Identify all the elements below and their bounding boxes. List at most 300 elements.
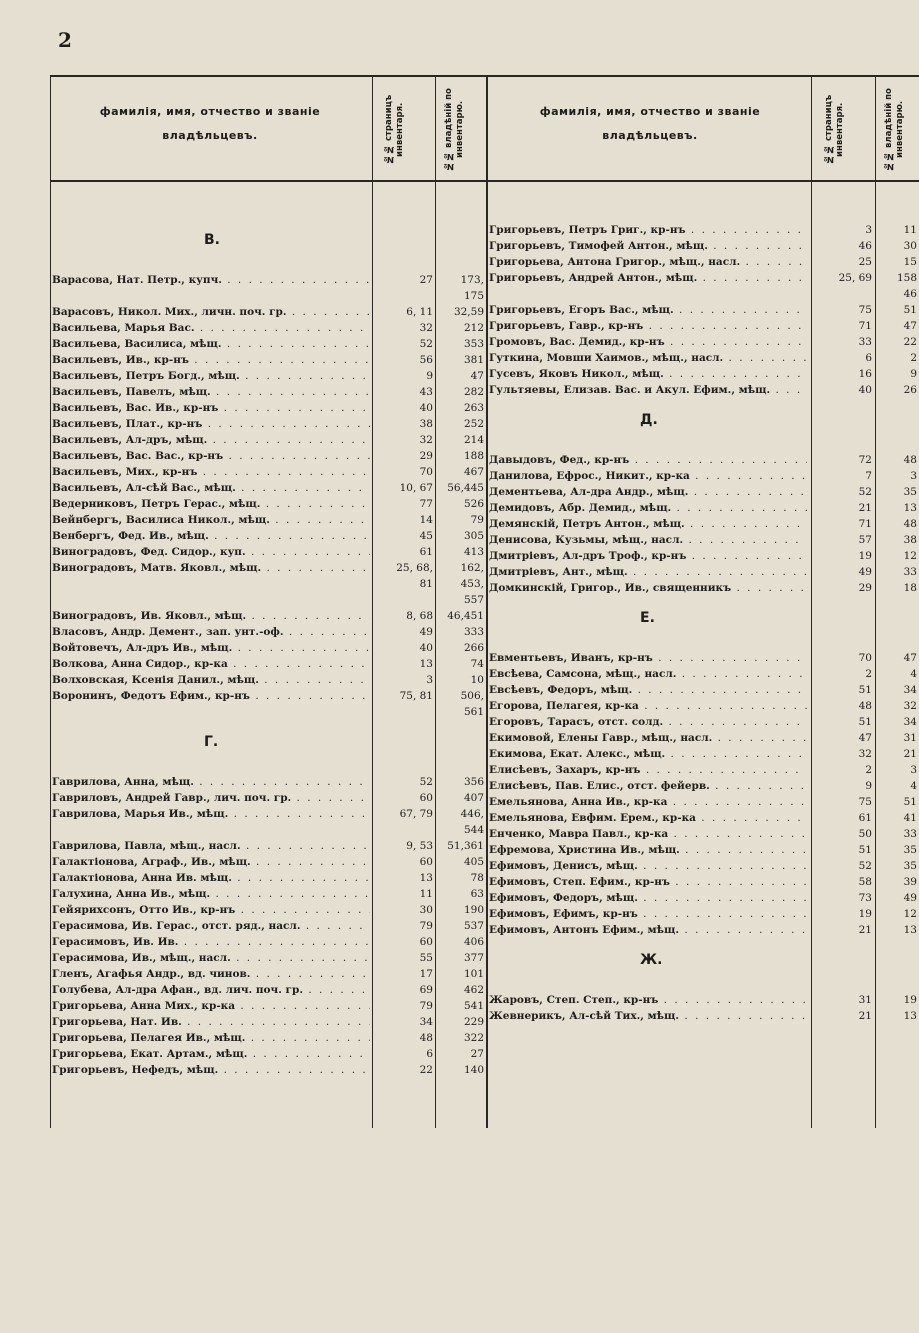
table-row: [489, 468, 917, 484]
owner-name: Войтовечъ, Ал-дръ Ив., мѣщ. . . .: [52, 640, 370, 656]
owner-name: Данилова, Ефрос., Никит., кр-ка . . .: [489, 468, 807, 484]
table-row: [489, 366, 917, 382]
table-row: [52, 640, 484, 656]
inventory-page: 49: [419, 626, 433, 638]
inventory-page: 56: [419, 354, 433, 366]
inventory-page: 32: [858, 748, 872, 760]
owner-name: Гуткина, Мовши Хаимов., мѣщ., насл. . . .: [489, 350, 807, 366]
inventory-page: 70: [858, 652, 872, 664]
inventory-page: 61: [858, 812, 872, 824]
table-row: [52, 336, 484, 352]
holding-number: 31: [903, 732, 917, 744]
table-row: [52, 838, 484, 854]
holding-number: 506,: [460, 690, 484, 702]
owner-name: Григорьева, Анна Мих., кр-ка . . .: [52, 998, 370, 1014]
holding-number: 74: [470, 658, 484, 670]
table-row: [52, 304, 484, 320]
holding-number: 38: [903, 534, 917, 546]
owner-name: Васильевъ, Вас. Ив., кр-нъ . . .: [52, 400, 370, 416]
table-row: [489, 270, 917, 286]
owner-name: Васильевъ, Мих., кр-нъ . . .: [52, 464, 370, 480]
inventory-page: 19: [858, 550, 872, 562]
holding-number: 4: [910, 780, 917, 792]
holding-number: 13: [903, 1010, 917, 1022]
owner-name: Григорьевъ, Петръ Григ., кр-нъ . . .: [489, 222, 807, 238]
holding-number: 47: [470, 370, 484, 382]
inventory-page: 61: [419, 546, 433, 558]
table-row: [489, 778, 917, 794]
holding-number: 173,: [460, 274, 484, 286]
owner-name: Венбергъ, Фед. Ив., мѣщ. . . .: [52, 528, 370, 544]
holding-number: 13: [903, 924, 917, 936]
inventory-page: 33: [858, 336, 872, 348]
table-row: [52, 528, 484, 544]
inventory-page: 46: [858, 240, 872, 252]
owner-name: Ефремова, Христина Ив., мѣщ. . . .: [489, 842, 807, 858]
owner-name: Власовъ, Андр. Демент., зап. унт.-оф. . . .: [52, 624, 370, 640]
owner-name: Гаврилова, Марья Ив., мѣщ. . . .: [52, 806, 370, 822]
owner-name: Григорьевъ, Нефедъ, мѣщ. . . .: [52, 1062, 370, 1078]
table-row: [489, 746, 917, 762]
inventory-page: 16: [858, 368, 872, 380]
holding-number: 462: [463, 984, 484, 996]
owner-name: Евсѣева, Самсона, мѣщ., насл. . . .: [489, 666, 807, 682]
holding-number: 377: [463, 952, 484, 964]
table-row: [489, 350, 917, 366]
inventory-page: 21: [858, 502, 872, 514]
table-row: [52, 918, 484, 934]
owner-name: Ефимовъ, Антонъ Ефим., мѣщ. . . .: [489, 922, 807, 938]
holding-number: 30: [903, 240, 917, 252]
owner-name: Григорьевъ, Егоръ Вас., мѣщ. . . .: [489, 302, 807, 318]
table-row: [52, 886, 484, 902]
owner-name: Ефимовъ, Ефимъ, кр-нъ . . .: [489, 906, 807, 922]
inventory-page: 55: [419, 952, 433, 964]
table-row: [489, 238, 917, 254]
owner-name: Емельянова, Анна Ив., кр-ка . . .: [489, 794, 807, 810]
owner-name: Волкова, Анна Сидор., кр-ка . . .: [52, 656, 370, 672]
table-row: [489, 382, 917, 398]
inventory-page: 9: [865, 780, 872, 792]
owner-name: Герасимова, Ив. Герас., отст. ряд., насл. . . .: [52, 918, 370, 934]
inventory-page: 11: [419, 888, 433, 900]
owner-name: Гленъ, Агафья Андр., вд. чинов. . . .: [52, 966, 370, 982]
owner-name: Васильевъ, Ал-дръ, мѣщ. . . .: [52, 432, 370, 448]
table-row: [52, 464, 484, 480]
inventory-page: 21: [858, 924, 872, 936]
table-row: [52, 774, 484, 790]
holding-number: 406: [463, 936, 484, 948]
section-letter: В.: [204, 232, 220, 248]
header-name-col-right: фамилія, имя, отчество и званіе владѣльцевъ.: [539, 105, 761, 142]
owner-name: Васильевъ, Ив., кр-нъ . . .: [52, 352, 370, 368]
owner-name: Ефимовъ, Денисъ, мѣщ. . . .: [489, 858, 807, 874]
owner-name: Варасова, Нат. Петр., купч. . . .: [52, 272, 370, 288]
inventory-page: 60: [419, 856, 433, 868]
owner-name: Ведерниковъ, Петръ Герас., мѣщ. . . .: [52, 496, 370, 512]
holding-number: 212: [463, 322, 484, 334]
owner-name: Дмитріевъ, Ал-дръ Троф., кр-нъ . . .: [489, 548, 807, 564]
owner-name: Васильевъ, Петръ Богд., мѣщ. . . .: [52, 368, 370, 384]
header-pages-col-left: №№ страницъ инвентаря.: [384, 94, 405, 165]
owner-name: Герасимовъ, Ив. Ив. . . .: [52, 934, 370, 950]
table-row: [52, 624, 484, 640]
header-pages-col-right: №№ страницъ инвентаря.: [824, 94, 845, 165]
owner-name: Васильева, Марья Вас. . . .: [52, 320, 370, 336]
holding-number-cont: 544: [463, 824, 484, 836]
holding-number: 13: [903, 502, 917, 514]
owner-name: Виноградовъ, Ив. Яковл., мѣщ. . . .: [52, 608, 370, 624]
holding-number-cont: 561: [463, 706, 484, 718]
holding-number: 21: [903, 748, 917, 760]
inventory-page: 40: [419, 402, 433, 414]
owner-name: Васильевъ, Ал-сѣй Вас., мѣщ. . . .: [52, 480, 370, 496]
column-rule: [50, 75, 51, 1128]
inventory-page: 69: [419, 984, 433, 996]
inventory-page: 17: [419, 968, 433, 980]
table-row: [489, 730, 917, 746]
holding-number: 15: [903, 256, 917, 268]
holding-number: 26: [903, 384, 917, 396]
table-row: [489, 532, 917, 548]
inventory-page: 8, 68: [406, 610, 433, 622]
holding-number: 526: [463, 498, 484, 510]
table-row: [489, 564, 917, 580]
owner-name: Екимовой, Елены Гавр., мѣщ., насл. . . .: [489, 730, 807, 746]
owner-name: Григорьева, Антона Григор., мѣщ., насл. . . .: [489, 254, 807, 270]
holding-number-cont: 175: [463, 290, 484, 302]
table-row: [52, 368, 484, 384]
holding-number: 305: [463, 530, 484, 542]
holding-number-cont: 453,: [460, 578, 484, 590]
table-row: [52, 1046, 484, 1062]
table-row: [489, 826, 917, 842]
table-header-rule: [50, 180, 919, 182]
table-row: [52, 560, 484, 576]
table-row: [52, 496, 484, 512]
holding-number: 413: [463, 546, 484, 558]
table-row: [52, 950, 484, 966]
table-row: [489, 890, 917, 906]
holding-number: 32: [903, 700, 917, 712]
section-letter: Д.: [640, 412, 658, 428]
holding-number: 252: [463, 418, 484, 430]
inventory-page: 75: [858, 304, 872, 316]
table-row: [489, 698, 917, 714]
owner-name: Васильева, Василиса, мѣщ. . . .: [52, 336, 370, 352]
inventory-page: 32: [419, 322, 433, 334]
holding-number: 537: [463, 920, 484, 932]
table-row: [52, 1030, 484, 1046]
holding-number: 78: [470, 872, 484, 884]
holding-number: 162,: [460, 562, 484, 574]
table-row: [52, 902, 484, 918]
holding-number: 32,59: [453, 306, 484, 318]
owner-name: Воронинъ, Федотъ Ефим., кр-нъ . . .: [52, 688, 370, 704]
table-row: [489, 858, 917, 874]
holding-number: 12: [903, 908, 917, 920]
table-row: [52, 870, 484, 886]
inventory-page: 79: [419, 1000, 433, 1012]
table-row: [52, 320, 484, 336]
inventory-page: 9: [426, 370, 433, 382]
owner-name: Гаврилова, Павла, мѣщ., насл. . . .: [52, 838, 370, 854]
holding-number: 446,: [460, 808, 484, 820]
owner-name: Гаврилова, Анна, мѣщ. . . .: [52, 774, 370, 790]
table-row: [52, 656, 484, 672]
section-letter: Ж.: [640, 952, 663, 968]
inventory-page: 7: [865, 470, 872, 482]
header-inv-col-right: №№ владѣній по инвентарю.: [884, 88, 905, 171]
table-row: [489, 580, 917, 596]
holding-number: 3: [910, 470, 917, 482]
owner-name: Вейнбергъ, Василиса Никол., мѣщ. . . .: [52, 512, 370, 528]
inventory-page: 22: [419, 1064, 433, 1076]
owner-name: Дмитріевъ, Ант., мѣщ. . . .: [489, 564, 807, 580]
owner-name: Гусевъ, Яковъ Никол., мѣщ. . . .: [489, 366, 807, 382]
inventory-page: 32: [419, 434, 433, 446]
owner-name: Егорова, Пелагея, кр-ка . . .: [489, 698, 807, 714]
table-row: [52, 1062, 484, 1078]
inventory-page: 72: [858, 454, 872, 466]
holding-number: 214: [463, 434, 484, 446]
holding-number: 282: [463, 386, 484, 398]
owner-name: Демидовъ, Абр. Демид., мѣщ. . . .: [489, 500, 807, 516]
holding-number: 11: [903, 224, 917, 236]
inventory-page: 77: [419, 498, 433, 510]
inventory-page: 6: [426, 1048, 433, 1060]
table-row: [489, 842, 917, 858]
inventory-page: 6, 11: [406, 306, 433, 318]
owner-name: Голубева, Ал-дра Афан., вд. лич. поч. гр. . . .: [52, 982, 370, 998]
owner-name: Волховская, Ксенія Данил., мѣщ. . . .: [52, 672, 370, 688]
owner-name: Галактіонова, Аграф., Ив., мѣщ. . . .: [52, 854, 370, 870]
owner-name: Домкинскій, Григор., Ив., священникъ . . .: [489, 580, 807, 596]
table-row: [489, 500, 917, 516]
inventory-page: 19: [858, 908, 872, 920]
owner-name: Давыдовъ, Фед., кр-нъ . . .: [489, 452, 807, 468]
owner-name: Евсѣевъ, Федоръ, мѣщ. . . .: [489, 682, 807, 698]
owner-name: Громовъ, Вас. Демид., кр-нъ . . .: [489, 334, 807, 350]
inventory-page-cont: 81: [419, 578, 433, 590]
holding-number: 333: [463, 626, 484, 638]
holding-number: 47: [903, 652, 917, 664]
column-rule: [486, 75, 488, 1128]
owner-name: Виноградовъ, Матв. Яковл., мѣщ. . . .: [52, 560, 370, 576]
table-row: [489, 516, 917, 532]
table-row: [52, 934, 484, 950]
holding-number: 51: [903, 796, 917, 808]
table-row: [52, 1014, 484, 1030]
owner-name: Григорьевъ, Андрей Антон., мѣщ. . . .: [489, 270, 807, 286]
holding-number: 33: [903, 566, 917, 578]
table-row: [52, 982, 484, 998]
inventory-page: 51: [858, 716, 872, 728]
holding-number: 56,445: [447, 482, 484, 494]
owner-name: Ефимовъ, Степ. Ефим., кр-нъ . . .: [489, 874, 807, 890]
table-row: [489, 682, 917, 698]
owner-name: Елисѣевъ, Пав. Елис., отст. фейерв. . . .: [489, 778, 807, 794]
owner-name: Енченко, Мавра Павл., кр-ка . . .: [489, 826, 807, 842]
inventory-page: 14: [419, 514, 433, 526]
holding-number: 35: [903, 486, 917, 498]
table-row: [489, 922, 917, 938]
holding-number: 35: [903, 860, 917, 872]
table-row: [52, 352, 484, 368]
table-row: [52, 512, 484, 528]
table-row: [489, 714, 917, 730]
table-row: [489, 484, 917, 500]
owner-name: Денисова, Кузьмы, мѣщ., насл. . . .: [489, 532, 807, 548]
table-row: [489, 906, 917, 922]
inventory-page: 29: [419, 450, 433, 462]
owner-name: Гейярихсонъ, Отто Ив., кр-нъ . . .: [52, 902, 370, 918]
table-row: [52, 806, 484, 822]
inventory-page: 40: [419, 642, 433, 654]
inventory-page: 48: [419, 1032, 433, 1044]
inventory-page: 75, 81: [399, 690, 433, 702]
inventory-page: 38: [419, 418, 433, 430]
owner-name: Гавриловъ, Андрей Гавр., лич. поч. гр. . . .: [52, 790, 370, 806]
table-row: [489, 874, 917, 890]
table-row: [489, 794, 917, 810]
table-row: [489, 318, 917, 334]
table-row: [52, 448, 484, 464]
owner-name: Григорьева, Нат. Ив. . . .: [52, 1014, 370, 1030]
table-row: [52, 854, 484, 870]
holding-number: 51: [903, 304, 917, 316]
inventory-page: 60: [419, 792, 433, 804]
table-top-rule: [50, 75, 919, 77]
table-row: [489, 762, 917, 778]
owner-name: Григорьева, Екат. Артам., мѣщ. . . .: [52, 1046, 370, 1062]
inventory-page: 51: [858, 684, 872, 696]
table-row: [52, 400, 484, 416]
inventory-page: 30: [419, 904, 433, 916]
owner-name: Григорьевъ, Гавр., кр-нъ . . .: [489, 318, 807, 334]
holding-number: 46,451: [447, 610, 484, 622]
holding-number: 2: [910, 352, 917, 364]
holding-number: 322: [463, 1032, 484, 1044]
holding-number: 467: [463, 466, 484, 478]
inventory-page: 67, 79: [399, 808, 433, 820]
owner-name: Васильевъ, Плат., кр-нъ . . .: [52, 416, 370, 432]
inventory-page: 13: [419, 872, 433, 884]
holding-number: 41: [903, 812, 917, 824]
holding-number: 188: [463, 450, 484, 462]
inventory-page: 58: [858, 876, 872, 888]
owner-name: Григорьевъ, Тимофей Антон., мѣщ. . . .: [489, 238, 807, 254]
inventory-page: 48: [858, 700, 872, 712]
table-row: [489, 254, 917, 270]
inventory-page: 21: [858, 1010, 872, 1022]
holding-number: 27: [470, 1048, 484, 1060]
holding-number: 266: [463, 642, 484, 654]
holding-number: 10: [470, 674, 484, 686]
inventory-page: 71: [858, 320, 872, 332]
inventory-page: 52: [858, 860, 872, 872]
table-row: [52, 272, 484, 288]
holding-number: 22: [903, 336, 917, 348]
holding-number: 12: [903, 550, 917, 562]
owner-name: Емельянова, Евфим. Ерем., кр-ка . . .: [489, 810, 807, 826]
holding-number: 9: [910, 368, 917, 380]
holding-number: 51,361: [447, 840, 484, 852]
inventory-page: 25, 68,: [396, 562, 433, 574]
inventory-page: 25: [858, 256, 872, 268]
inventory-page: 75: [858, 796, 872, 808]
inventory-page: 2: [865, 764, 872, 776]
holding-number: 39: [903, 876, 917, 888]
owner-name: Васильевъ, Вас. Вас., кр-нъ . . .: [52, 448, 370, 464]
owner-name: Гультяевы, Елизав. Вас. и Акул. Ефим., мѣщ. . . .: [489, 382, 807, 398]
inventory-page: 34: [419, 1016, 433, 1028]
inventory-page: 31: [858, 994, 872, 1006]
table-row: [52, 384, 484, 400]
holding-number: 407: [463, 792, 484, 804]
owner-name: Герасимова, Ив., мѣщ., насл. . . .: [52, 950, 370, 966]
table-row: [489, 992, 917, 1008]
inventory-page: 3: [426, 674, 433, 686]
holding-number: 190: [463, 904, 484, 916]
table-row: [52, 416, 484, 432]
holding-number: 541: [463, 1000, 484, 1012]
table-row: [52, 790, 484, 806]
table-row: [52, 608, 484, 624]
section-letter: Г.: [204, 734, 219, 750]
owner-name: Жаровъ, Степ. Степ., кр-нъ . . .: [489, 992, 807, 1008]
table-row: [52, 688, 484, 704]
owner-name: Жевнерикъ, Ал-сѣй Тих., мѣщ. . . .: [489, 1008, 807, 1024]
inventory-page: 2: [865, 668, 872, 680]
holding-number-cont: 557: [463, 594, 484, 606]
inventory-page: 6: [865, 352, 872, 364]
table-row: [489, 222, 917, 238]
inventory-page: 13: [419, 658, 433, 670]
table-row: [52, 966, 484, 982]
owner-name: Виноградовъ, Фед. Сидор., куп. . . .: [52, 544, 370, 560]
holding-number: 101: [463, 968, 484, 980]
table-row: [489, 650, 917, 666]
inventory-page: 70: [419, 466, 433, 478]
holding-number: 48: [903, 518, 917, 530]
table-row: [489, 666, 917, 682]
page-number: 2: [58, 28, 72, 52]
table-row: [52, 480, 484, 496]
header-name-col-left: фамилія, имя, отчество и званіе владѣльцевъ.: [99, 105, 321, 142]
owner-name: Галухина, Анна Ив., мѣщ. . . .: [52, 886, 370, 902]
owner-name: Васильевъ, Павелъ, мѣщ. . . .: [52, 384, 370, 400]
holding-number: 229: [463, 1016, 484, 1028]
inventory-page: 60: [419, 936, 433, 948]
table-row: [52, 998, 484, 1014]
table-row: [489, 810, 917, 826]
holding-number-cont: 46: [903, 288, 917, 300]
inventory-page: 57: [858, 534, 872, 546]
section-letter: Е.: [640, 610, 655, 626]
inventory-page: 10, 67: [399, 482, 433, 494]
header-inv-col-left: №№ владѣній по инвентарю.: [444, 88, 465, 171]
inventory-page: 52: [858, 486, 872, 498]
table-row: [489, 1008, 917, 1024]
holding-number: 34: [903, 684, 917, 696]
holding-number: 34: [903, 716, 917, 728]
holding-number: 35: [903, 844, 917, 856]
owner-name: Егоровъ, Тарасъ, отст. солд. . . .: [489, 714, 807, 730]
holding-number: 47: [903, 320, 917, 332]
inventory-page: 43: [419, 386, 433, 398]
holding-number: 405: [463, 856, 484, 868]
